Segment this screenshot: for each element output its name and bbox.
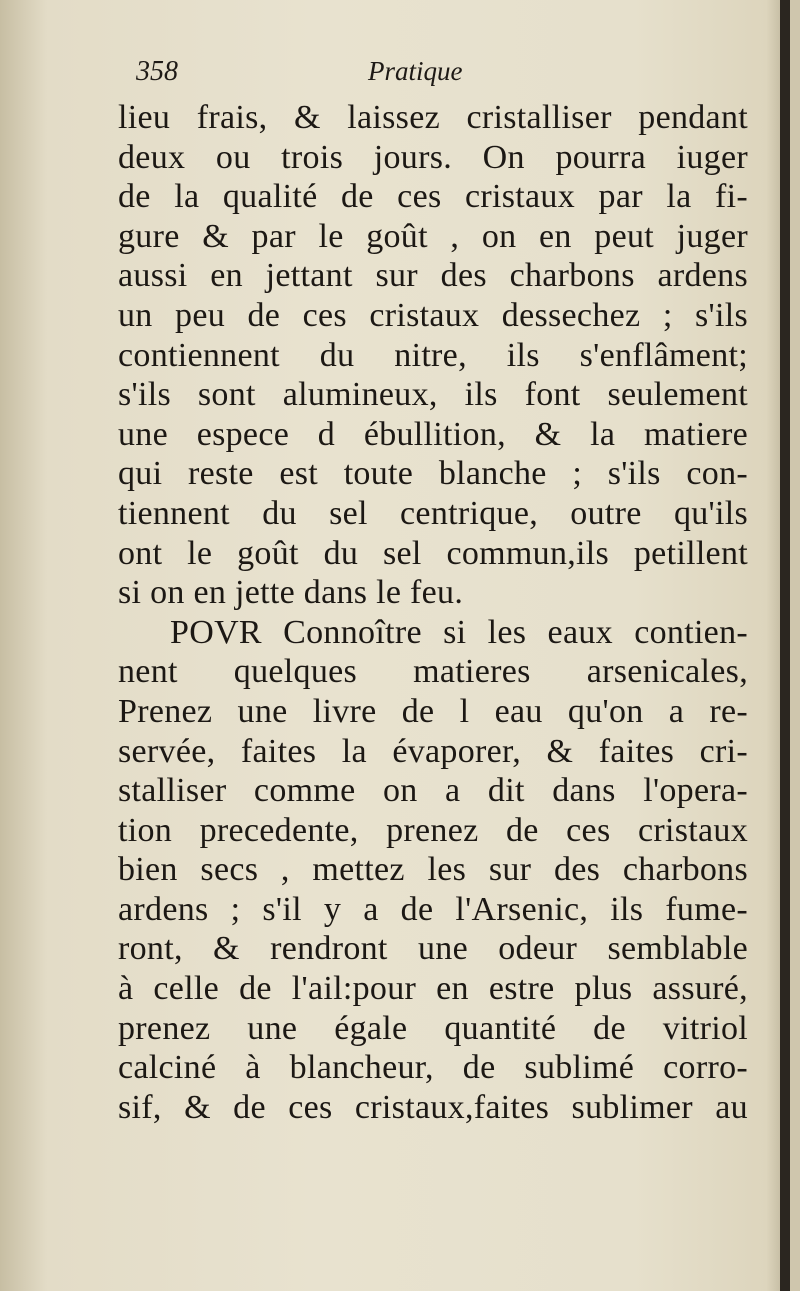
text-line: ront, & rendront une odeur semblable — [118, 930, 748, 968]
text-line: contiennent du nitre, ils s'enflâment; — [118, 336, 748, 374]
text-line: bien secs , mettez les sur des charbons — [118, 851, 748, 889]
text-line: POVR Connoître si les eaux contien- — [170, 613, 748, 651]
text-line: ardens ; s'il y a de l'Arsenic, ils fume- — [118, 890, 748, 928]
text-line: deux ou trois jours. On pourra iuger — [118, 138, 748, 176]
text-line: une espece d ébullition, & la matiere — [118, 415, 748, 453]
text-line: si on en jette dans le feu. — [118, 574, 464, 612]
text-line: servée, faites la évaporer, & faites cri- — [118, 732, 748, 770]
text-line: tiennent du sel centrique, outre qu'ils — [118, 494, 748, 532]
text-line: à celle de l'ail:pour en estre plus assuré, — [118, 970, 748, 1008]
text-line: un peu de ces cristaux dessechez ; s'ils — [118, 296, 748, 334]
text-line: qui reste est toute blanche ; s'ils con- — [118, 455, 748, 493]
text-line: ont le goût du sel commun,ils petillent — [118, 534, 748, 572]
text-line: aussi en jettant sur des charbons ardens — [118, 257, 748, 295]
page-edge-shadow — [780, 0, 790, 1291]
text-line: tion precedente, prenez de ces cristaux — [118, 811, 748, 849]
text-line: nent quelques matieres arsenicales, — [118, 653, 748, 691]
text-line: Prenez une livre de l eau qu'on a re- — [118, 692, 748, 730]
text-line: calciné à blancheur, de sublimé corro- — [118, 1049, 748, 1087]
text-line: stalliser comme on a dit dans l'opera- — [118, 772, 748, 810]
text-line: de la qualité de ces cristaux par la fi- — [118, 178, 748, 216]
running-head: Pratique — [368, 56, 463, 86]
page-header — [136, 56, 756, 96]
body-text — [118, 98, 748, 1127]
text-line: sif, & de ces cristaux,faites sublimer au — [118, 1088, 748, 1126]
page-number: 358 — [136, 56, 178, 87]
text-line: lieu frais, & laissez cristalliser pendant — [118, 99, 748, 136]
text-line: s'ils sont alumineux, ils font seulement — [118, 376, 748, 414]
text-line: prenez une égale quantité de vitriol — [118, 1009, 748, 1047]
text-line: gure & par le goût , on en peut juger — [118, 217, 748, 255]
